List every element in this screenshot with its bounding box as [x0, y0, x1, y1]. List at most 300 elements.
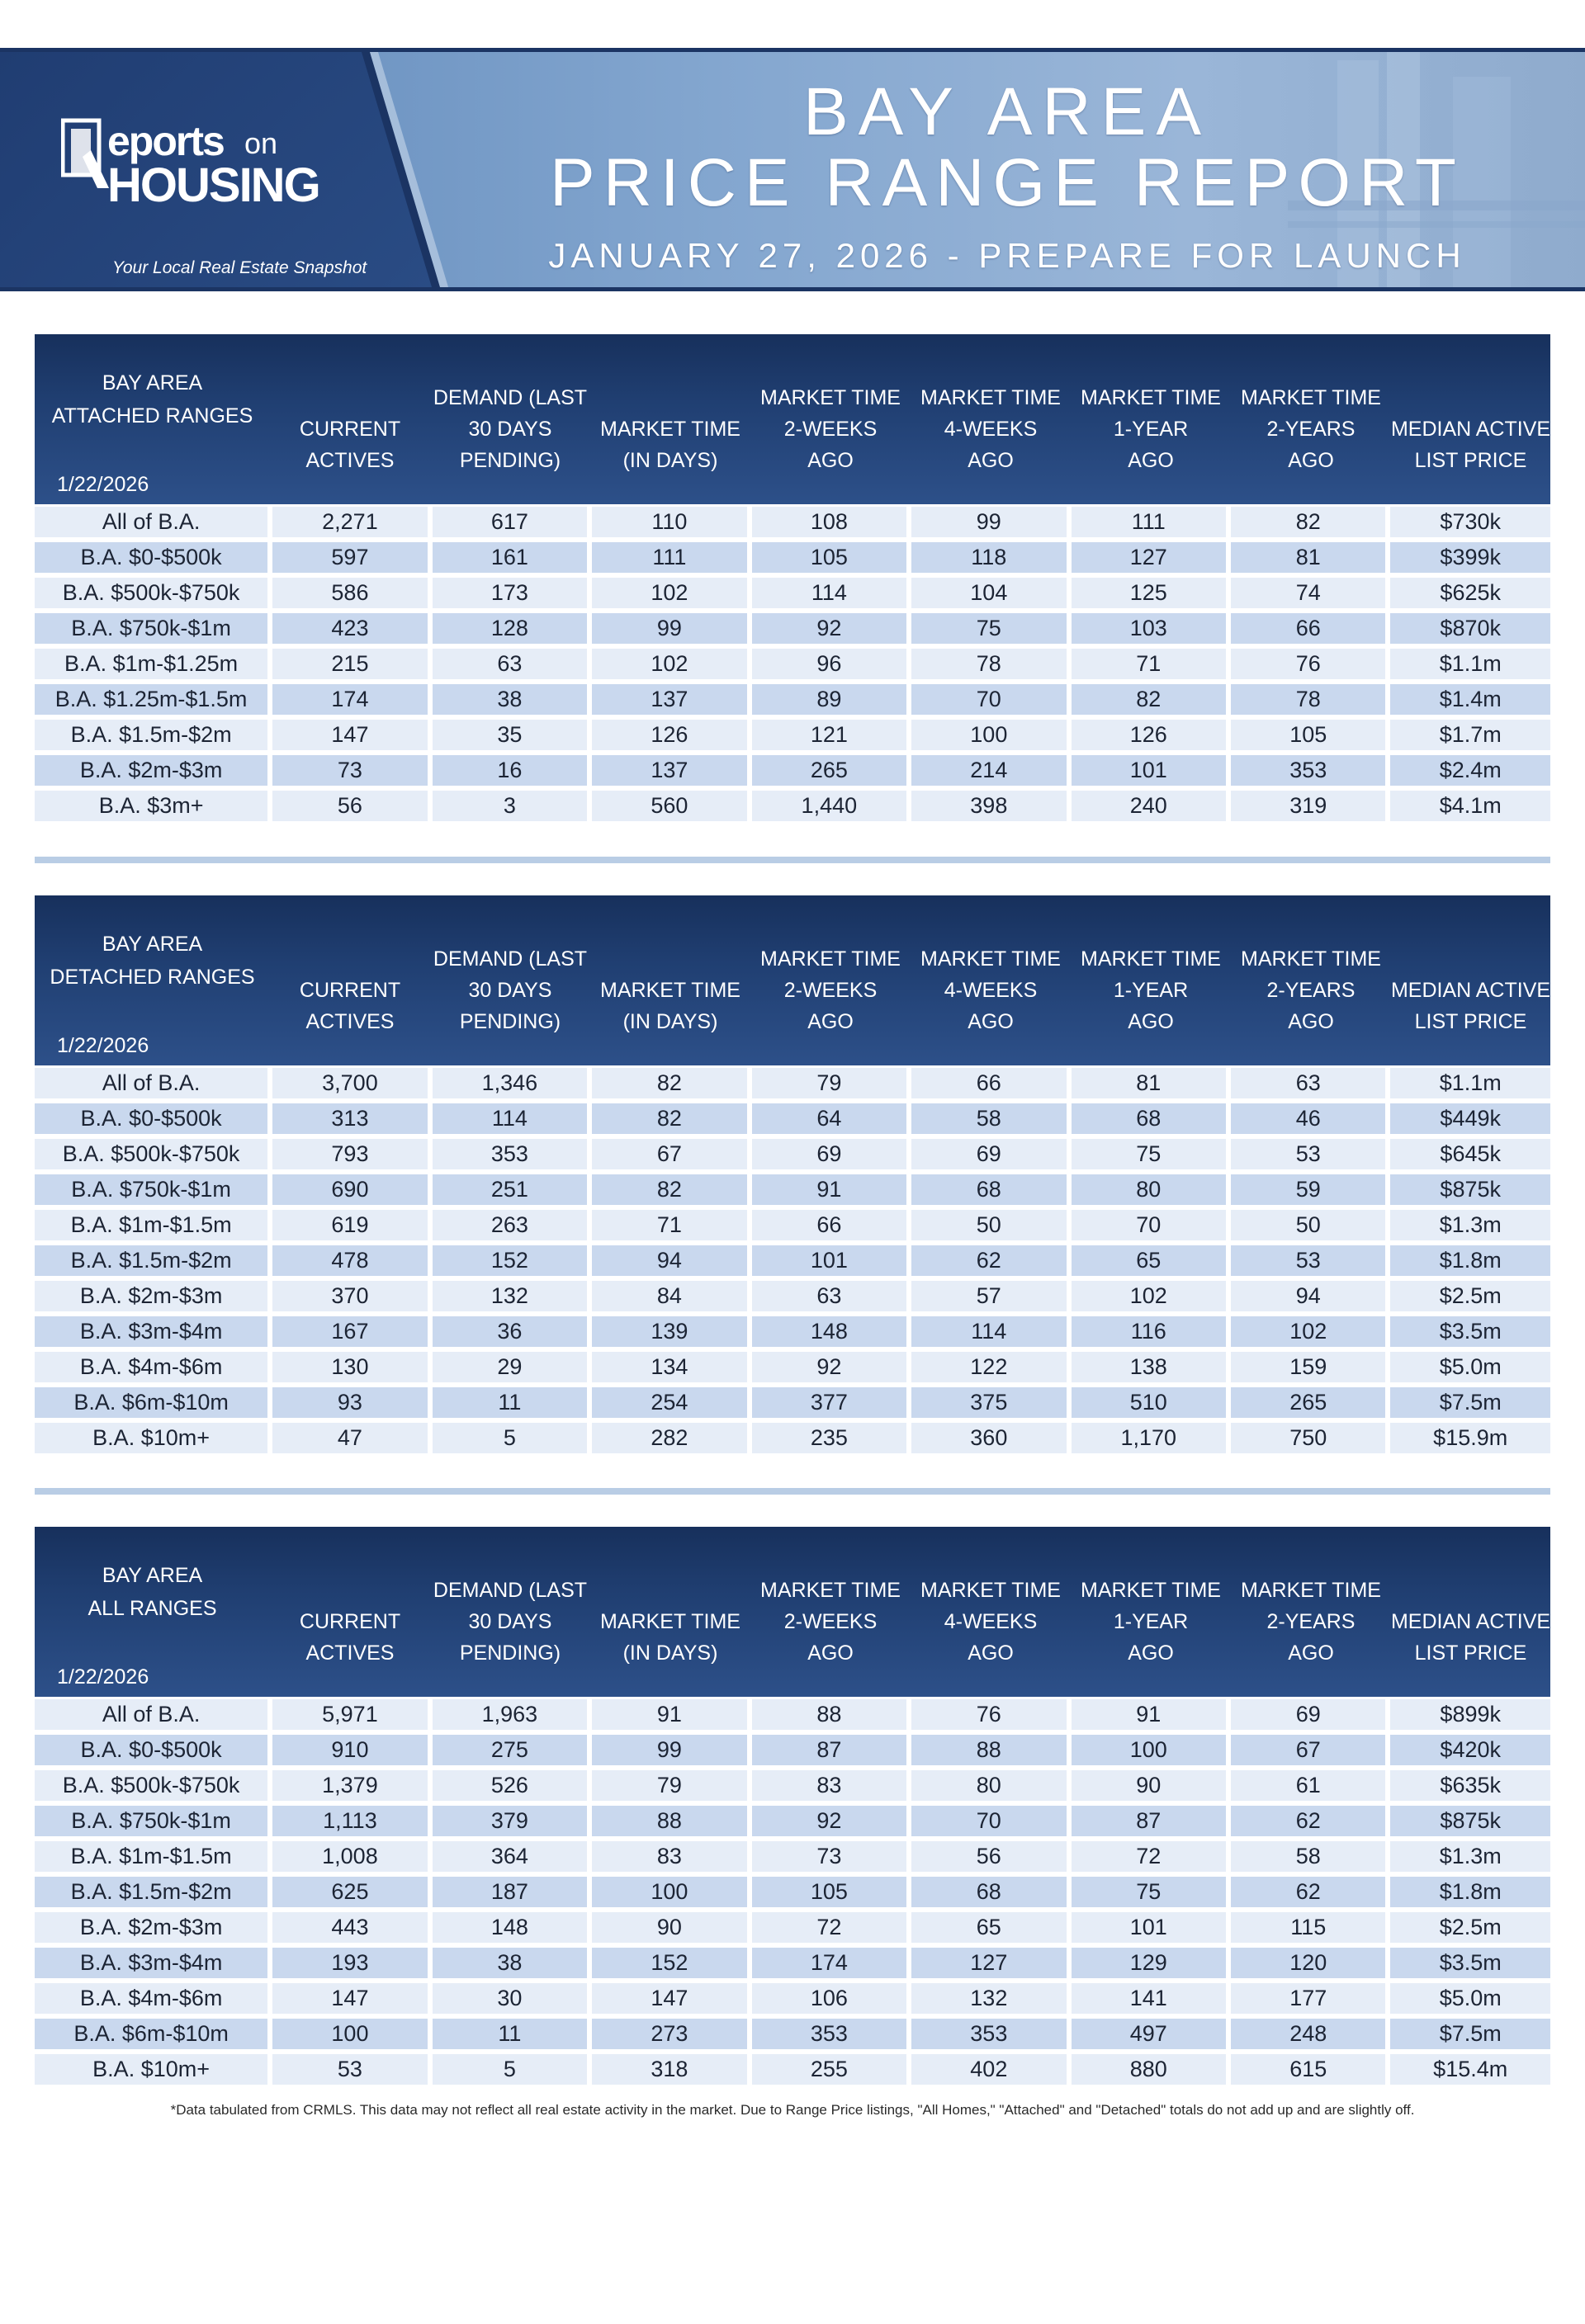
cell-market-time: 91 [592, 1699, 746, 1730]
column-header-line: PENDING) [459, 449, 561, 472]
cell-market-time-1-year: 102 [1072, 1281, 1226, 1311]
cell-market-time-4-weeks: 88 [911, 1735, 1066, 1765]
header-date: 1/22/2026 [57, 1034, 149, 1057]
cell-market-time-4-weeks: 214 [911, 755, 1066, 786]
cell-market-time-2-years: 67 [1231, 1735, 1385, 1765]
cell-market-time-2-years: 120 [1231, 1948, 1385, 1978]
logo-text-eports: eports [107, 118, 224, 164]
column-header-line: ACTIVES [305, 1010, 395, 1033]
table-row [35, 504, 1550, 540]
cell-market-time: 94 [592, 1245, 746, 1276]
cell-market-time-4-weeks: 50 [911, 1210, 1066, 1240]
table-row [35, 1420, 1550, 1456]
cell-market-time-2-years: 62 [1231, 1806, 1385, 1836]
cell-median-list-price: $5.0m [1390, 1983, 1550, 2014]
column-header-line: AGO [807, 1641, 854, 1665]
cell-price-range: B.A. $500k-$750k [35, 1139, 267, 1169]
cell-price-range: B.A. $4m-$6m [35, 1983, 267, 2014]
cell-market-time-2-years: 248 [1231, 2019, 1385, 2049]
cell-market-time-2-weeks: 83 [752, 1770, 906, 1801]
cell-market-time-1-year: 71 [1072, 649, 1226, 679]
cell-current-actives: 130 [272, 1352, 427, 1382]
column-header-mt-4wk [911, 895, 1071, 1065]
column-header-line: (IN DAYS) [622, 1641, 718, 1665]
cell-median-list-price: $4.1m [1390, 791, 1550, 821]
cell-market-time-1-year: 68 [1072, 1103, 1226, 1134]
cell-market-time-4-weeks: 57 [911, 1281, 1066, 1311]
column-header-line: PENDING) [459, 1641, 561, 1665]
cell-market-time-2-weeks: 79 [752, 1068, 906, 1098]
column-header-line: AGO [968, 1010, 1014, 1033]
cell-current-actives: 625 [272, 1877, 427, 1907]
cell-market-time-2-weeks: 265 [752, 755, 906, 786]
cell-median-list-price: $1.3m [1390, 1210, 1550, 1240]
cell-current-actives: 478 [272, 1245, 427, 1276]
cell-demand: 152 [433, 1245, 587, 1276]
table-row [35, 1768, 1550, 1803]
cell-median-list-price: $2.5m [1390, 1912, 1550, 1943]
column-header-mt-2yr [1231, 895, 1391, 1065]
cell-market-time-2-years: 59 [1231, 1174, 1385, 1205]
cell-market-time-2-years: 265 [1231, 1387, 1385, 1418]
table-row [35, 788, 1550, 824]
cell-median-list-price: $2.5m [1390, 1281, 1550, 1311]
cell-current-actives: 1,379 [272, 1770, 427, 1801]
cell-price-range: B.A. $3m+ [35, 791, 267, 821]
column-header-line: MARKET TIME [1081, 386, 1221, 409]
cell-market-time-4-weeks: 66 [911, 1068, 1066, 1098]
cell-market-time-4-weeks: 402 [911, 2054, 1066, 2085]
cell-market-time-4-weeks: 68 [911, 1174, 1066, 1205]
cell-price-range: All of B.A. [35, 507, 267, 537]
cell-current-actives: 313 [272, 1103, 427, 1134]
cell-median-list-price: $1.8m [1390, 1245, 1550, 1276]
header-range-type: ATTACHED RANGES [51, 404, 253, 427]
cell-market-time-1-year: 82 [1072, 684, 1226, 715]
column-header-line: LIST PRICE [1414, 449, 1527, 472]
cell-market-time: 139 [592, 1316, 746, 1347]
column-header-mt-2wk [750, 1527, 911, 1697]
cell-market-time-4-weeks: 360 [911, 1423, 1066, 1453]
column-header-line: AGO [1128, 1010, 1174, 1033]
table-header [35, 334, 1550, 504]
column-header-line: DEMAND (LAST [433, 1579, 588, 1602]
cell-median-list-price: $7.5m [1390, 2019, 1550, 2049]
column-header-mt-1yr [1071, 895, 1231, 1065]
table-row [35, 1349, 1550, 1385]
cell-demand: 5 [433, 1423, 587, 1453]
cell-median-list-price: $625k [1390, 578, 1550, 608]
cell-market-time-4-weeks: 127 [911, 1948, 1066, 1978]
section-separator [35, 857, 1550, 863]
cell-current-actives: 147 [272, 1983, 427, 2014]
cell-demand: 1,963 [433, 1699, 587, 1730]
attached-ranges-table [35, 334, 1550, 824]
cell-market-time-4-weeks: 104 [911, 578, 1066, 608]
cell-market-time-1-year: 141 [1072, 1983, 1226, 2014]
cell-market-time-4-weeks: 122 [911, 1352, 1066, 1382]
cell-market-time-2-weeks: 101 [752, 1245, 906, 1276]
column-header-line: 2-YEARS [1266, 418, 1356, 441]
table-row [35, 1803, 1550, 1839]
column-header-line: (IN DAYS) [622, 1010, 718, 1033]
cell-market-time-1-year: 101 [1072, 1912, 1226, 1943]
table-row [35, 2052, 1550, 2087]
cell-market-time-4-weeks: 76 [911, 1699, 1066, 1730]
cell-market-time: 99 [592, 613, 746, 644]
table-body [35, 504, 1550, 824]
cell-price-range: B.A. $750k-$1m [35, 613, 267, 644]
cell-market-time-1-year: 72 [1072, 1841, 1226, 1872]
cell-price-range: B.A. $2m-$3m [35, 1281, 267, 1311]
cell-demand: 16 [433, 755, 587, 786]
report-title-line2: PRICE RANGE REPORT [550, 145, 1464, 220]
cell-market-time-1-year: 1,170 [1072, 1423, 1226, 1453]
cell-median-list-price: $7.5m [1390, 1387, 1550, 1418]
cell-demand: 11 [433, 2019, 587, 2049]
cell-demand: 36 [433, 1316, 587, 1347]
cell-market-time-4-weeks: 99 [911, 507, 1066, 537]
column-header-line: 30 DAYS [468, 979, 552, 1002]
cell-market-time-1-year: 127 [1072, 542, 1226, 573]
column-header-market-time [590, 1527, 750, 1697]
cell-price-range: B.A. $3m-$4m [35, 1948, 267, 1978]
table-row [35, 1385, 1550, 1420]
cell-price-range: B.A. $750k-$1m [35, 1174, 267, 1205]
column-header-mt-2yr [1231, 334, 1391, 504]
cell-market-time: 79 [592, 1770, 746, 1801]
report-subtitle: JANUARY 27, 2026 - PREPARE FOR LAUNCH [548, 236, 1466, 275]
cell-market-time-2-years: 76 [1231, 649, 1385, 679]
column-header-line: MARKET TIME [920, 1579, 1061, 1602]
cell-demand: 161 [433, 542, 587, 573]
cell-market-time-4-weeks: 375 [911, 1387, 1066, 1418]
header-range-title [35, 895, 270, 1065]
cell-current-actives: 3,700 [272, 1068, 427, 1098]
cell-median-list-price: $1.3m [1390, 1841, 1550, 1872]
column-header-line: MARKET TIME [920, 386, 1061, 409]
cell-market-time: 83 [592, 1841, 746, 1872]
cell-market-time-2-weeks: 235 [752, 1423, 906, 1453]
column-header-line: ACTIVES [305, 449, 395, 472]
column-header-demand [430, 895, 590, 1065]
header-region: BAY AREA [102, 371, 203, 394]
column-header-line: MEDIAN ACTIVE [1390, 979, 1551, 1002]
cell-market-time: 82 [592, 1174, 746, 1205]
cell-market-time-4-weeks: 62 [911, 1245, 1066, 1276]
table-row [35, 1732, 1550, 1768]
cell-market-time-2-weeks: 105 [752, 542, 906, 573]
cell-demand: 353 [433, 1139, 587, 1169]
cell-price-range: All of B.A. [35, 1068, 267, 1098]
cell-price-range: B.A. $0-$500k [35, 542, 267, 573]
table-header [35, 895, 1550, 1065]
cell-current-actives: 793 [272, 1139, 427, 1169]
cell-price-range: B.A. $1.25m-$1.5m [35, 684, 267, 715]
column-header-line: MARKET TIME [920, 947, 1061, 971]
cell-market-time-1-year: 125 [1072, 578, 1226, 608]
cell-median-list-price: $899k [1390, 1699, 1550, 1730]
cell-market-time-1-year: 80 [1072, 1174, 1226, 1205]
column-header-current [270, 1527, 430, 1697]
column-header-line: 1-YEAR [1113, 979, 1189, 1002]
table-row [35, 646, 1550, 682]
column-header-line: MARKET TIME [1081, 947, 1221, 971]
cell-market-time-1-year: 129 [1072, 1948, 1226, 1978]
cell-market-time-1-year: 880 [1072, 2054, 1226, 2085]
cell-median-list-price: $1.7m [1390, 720, 1550, 750]
header-range-type: DETACHED RANGES [50, 966, 255, 989]
cell-market-time-1-year: 90 [1072, 1770, 1226, 1801]
cell-market-time: 273 [592, 2019, 746, 2049]
cell-market-time: 102 [592, 578, 746, 608]
cell-demand: 1,346 [433, 1068, 587, 1098]
cell-market-time-1-year: 100 [1072, 1735, 1226, 1765]
column-header-line: 2-WEEKS [783, 418, 878, 441]
cell-price-range: B.A. $1.5m-$2m [35, 1877, 267, 1907]
cell-price-range: B.A. $0-$500k [35, 1103, 267, 1134]
cell-market-time-2-weeks: 87 [752, 1735, 906, 1765]
cell-market-time-4-weeks: 353 [911, 2019, 1066, 2049]
column-header-line: 4-WEEKS [944, 979, 1038, 1002]
column-header-demand [430, 334, 590, 504]
cell-market-time-1-year: 101 [1072, 755, 1226, 786]
cell-market-time-4-weeks: 65 [911, 1912, 1066, 1943]
cell-current-actives: 100 [272, 2019, 427, 2049]
table-row [35, 1697, 1550, 1732]
column-header-line: 4-WEEKS [944, 418, 1038, 441]
cell-median-list-price: $645k [1390, 1139, 1550, 1169]
cell-market-time: 88 [592, 1806, 746, 1836]
cell-current-actives: 619 [272, 1210, 427, 1240]
cell-market-time-2-weeks: 114 [752, 578, 906, 608]
cell-market-time-2-years: 82 [1231, 507, 1385, 537]
cell-market-time-4-weeks: 70 [911, 684, 1066, 715]
column-header-line: MARKET TIME [760, 386, 901, 409]
column-header-mt-1yr [1071, 1527, 1231, 1697]
column-header-line: AGO [1128, 1641, 1174, 1665]
cell-price-range: B.A. $6m-$10m [35, 1387, 267, 1418]
cell-demand: 263 [433, 1210, 587, 1240]
cell-market-time-1-year: 75 [1072, 1139, 1226, 1169]
column-header-market-time [590, 334, 750, 504]
cell-market-time-4-weeks: 78 [911, 649, 1066, 679]
cell-market-time-4-weeks: 56 [911, 1841, 1066, 1872]
column-header-line: AGO [968, 449, 1014, 472]
column-header-line: 2-WEEKS [783, 1610, 878, 1633]
cell-price-range: B.A. $1m-$1.25m [35, 649, 267, 679]
cell-median-list-price: $875k [1390, 1174, 1550, 1205]
column-header-mt-2wk [750, 895, 911, 1065]
cell-market-time-2-weeks: 89 [752, 684, 906, 715]
cell-demand: 251 [433, 1174, 587, 1205]
cell-current-actives: 73 [272, 755, 427, 786]
report-banner [0, 48, 1585, 291]
cell-demand: 3 [433, 791, 587, 821]
cell-market-time-1-year: 87 [1072, 1806, 1226, 1836]
cell-market-time-1-year: 510 [1072, 1387, 1226, 1418]
cell-market-time: 110 [592, 507, 746, 537]
header-date: 1/22/2026 [57, 1665, 149, 1689]
cell-market-time-2-weeks: 148 [752, 1316, 906, 1347]
cell-current-actives: 1,008 [272, 1841, 427, 1872]
cell-market-time-2-years: 94 [1231, 1281, 1385, 1311]
cell-median-list-price: $449k [1390, 1103, 1550, 1134]
column-header-line: AGO [1288, 1641, 1334, 1665]
cell-current-actives: 167 [272, 1316, 427, 1347]
cell-median-list-price: $730k [1390, 507, 1550, 537]
column-header-current [270, 895, 430, 1065]
cell-market-time-2-years: 159 [1231, 1352, 1385, 1382]
table-row [35, 1874, 1550, 1910]
column-header-line: AGO [1128, 449, 1174, 472]
cell-market-time: 126 [592, 720, 746, 750]
table-row [35, 1278, 1550, 1314]
cell-market-time: 152 [592, 1948, 746, 1978]
table-row [35, 717, 1550, 753]
cell-price-range: B.A. $0-$500k [35, 1735, 267, 1765]
cell-market-time-4-weeks: 58 [911, 1103, 1066, 1134]
cell-median-list-price: $870k [1390, 613, 1550, 644]
column-header-line: MARKET TIME [600, 1610, 740, 1633]
table-row [35, 1314, 1550, 1349]
cell-median-list-price: $1.1m [1390, 649, 1550, 679]
cell-market-time-2-years: 50 [1231, 1210, 1385, 1240]
cell-market-time-2-weeks: 106 [752, 1983, 906, 2014]
table-row [35, 1065, 1550, 1101]
cell-price-range: B.A. $1m-$1.5m [35, 1210, 267, 1240]
cell-market-time-2-weeks: 92 [752, 613, 906, 644]
cell-current-actives: 5,971 [272, 1699, 427, 1730]
column-header-line: AGO [968, 1641, 1014, 1665]
cell-market-time-2-weeks: 91 [752, 1174, 906, 1205]
cell-market-time-2-years: 177 [1231, 1983, 1385, 2014]
column-header-line: 30 DAYS [468, 1610, 552, 1633]
cell-market-time: 147 [592, 1983, 746, 2014]
column-header-line: AGO [1288, 1010, 1334, 1033]
column-header-mt-2wk [750, 334, 911, 504]
cell-market-time: 67 [592, 1139, 746, 1169]
cell-market-time: 99 [592, 1735, 746, 1765]
cell-demand: 38 [433, 1948, 587, 1978]
header-range-type: ALL RANGES [88, 1597, 217, 1620]
cell-current-actives: 586 [272, 578, 427, 608]
cell-current-actives: 47 [272, 1423, 427, 1453]
column-header-market-time [590, 895, 750, 1065]
column-header-line: 4-WEEKS [944, 1610, 1038, 1633]
table-row [35, 753, 1550, 788]
column-header-line: ACTIVES [305, 1641, 395, 1665]
cell-market-time-2-weeks: 73 [752, 1841, 906, 1872]
cell-market-time-2-weeks: 64 [752, 1103, 906, 1134]
cell-price-range: B.A. $6m-$10m [35, 2019, 267, 2049]
column-header-line: AGO [1288, 449, 1334, 472]
data-footnote: *Data tabulated from CRMLS. This data may not reflect all real estate activity in the market. Due to Range Price listings, "All Homes," "Attached" and "Detached" totals do not add up and are slightly off. [170, 2102, 1415, 2118]
cell-market-time-2-years: 115 [1231, 1912, 1385, 1943]
table-row [35, 1172, 1550, 1207]
table-row [35, 1945, 1550, 1981]
cell-market-time: 137 [592, 684, 746, 715]
header-range-title [35, 1527, 270, 1697]
cell-price-range: B.A. $4m-$6m [35, 1352, 267, 1382]
cell-market-time-2-weeks: 96 [752, 649, 906, 679]
cell-market-time-4-weeks: 398 [911, 791, 1066, 821]
cell-market-time: 318 [592, 2054, 746, 2085]
cell-demand: 187 [433, 1877, 587, 1907]
cell-current-actives: 910 [272, 1735, 427, 1765]
cell-market-time-4-weeks: 114 [911, 1316, 1066, 1347]
all-ranges-table [35, 1527, 1550, 2087]
cell-demand: 114 [433, 1103, 587, 1134]
cell-market-time: 254 [592, 1387, 746, 1418]
cell-market-time-2-years: 78 [1231, 684, 1385, 715]
cell-market-time-2-weeks: 63 [752, 1281, 906, 1311]
header-region: BAY AREA [102, 933, 203, 956]
column-header-line: MEDIAN ACTIVE [1390, 418, 1551, 441]
cell-market-time-2-years: 46 [1231, 1103, 1385, 1134]
cell-price-range: B.A. $500k-$750k [35, 578, 267, 608]
cell-demand: 35 [433, 720, 587, 750]
cell-demand: 11 [433, 1387, 587, 1418]
cell-market-time-2-weeks: 353 [752, 2019, 906, 2049]
cell-market-time-2-years: 74 [1231, 578, 1385, 608]
table-row [35, 1910, 1550, 1945]
table-row [35, 1839, 1550, 1874]
header-region: BAY AREA [102, 1564, 203, 1587]
cell-current-actives: 690 [272, 1174, 427, 1205]
cell-median-list-price: $1.1m [1390, 1068, 1550, 1098]
cell-current-actives: 443 [272, 1912, 427, 1943]
column-header-line: DEMAND (LAST [433, 947, 588, 971]
cell-demand: 364 [433, 1841, 587, 1872]
column-header-line: AGO [807, 449, 854, 472]
cell-demand: 617 [433, 507, 587, 537]
table-row [35, 1136, 1550, 1172]
header-date: 1/22/2026 [57, 473, 149, 496]
cell-median-list-price: $15.9m [1390, 1423, 1550, 1453]
table-row [35, 1243, 1550, 1278]
cell-market-time-2-years: 53 [1231, 1139, 1385, 1169]
cell-demand: 38 [433, 684, 587, 715]
cell-price-range: B.A. $2m-$3m [35, 1912, 267, 1943]
cell-market-time-2-weeks: 72 [752, 1912, 906, 1943]
cell-median-list-price: $15.4m [1390, 2054, 1550, 2085]
logo-text-housing: HOUSING [107, 158, 319, 212]
cell-current-actives: 2,271 [272, 507, 427, 537]
table-row [35, 575, 1550, 611]
cell-median-list-price: $399k [1390, 542, 1550, 573]
cell-market-time-1-year: 497 [1072, 2019, 1226, 2049]
cell-market-time-1-year: 91 [1072, 1699, 1226, 1730]
cell-current-actives: 93 [272, 1387, 427, 1418]
cell-demand: 63 [433, 649, 587, 679]
cell-market-time-2-weeks: 1,440 [752, 791, 906, 821]
cell-current-actives: 215 [272, 649, 427, 679]
column-header-line: MARKET TIME [1241, 947, 1381, 971]
cell-market-time: 560 [592, 791, 746, 821]
cell-current-actives: 174 [272, 684, 427, 715]
cell-market-time-2-years: 61 [1231, 1770, 1385, 1801]
cell-demand: 173 [433, 578, 587, 608]
cell-median-list-price: $1.8m [1390, 1877, 1550, 1907]
cell-median-list-price: $1.4m [1390, 684, 1550, 715]
column-header-line: DEMAND (LAST [433, 386, 588, 409]
cell-market-time-4-weeks: 80 [911, 1770, 1066, 1801]
cell-market-time: 100 [592, 1877, 746, 1907]
cell-market-time: 84 [592, 1281, 746, 1311]
cell-market-time-4-weeks: 70 [911, 1806, 1066, 1836]
cell-market-time-4-weeks: 68 [911, 1877, 1066, 1907]
